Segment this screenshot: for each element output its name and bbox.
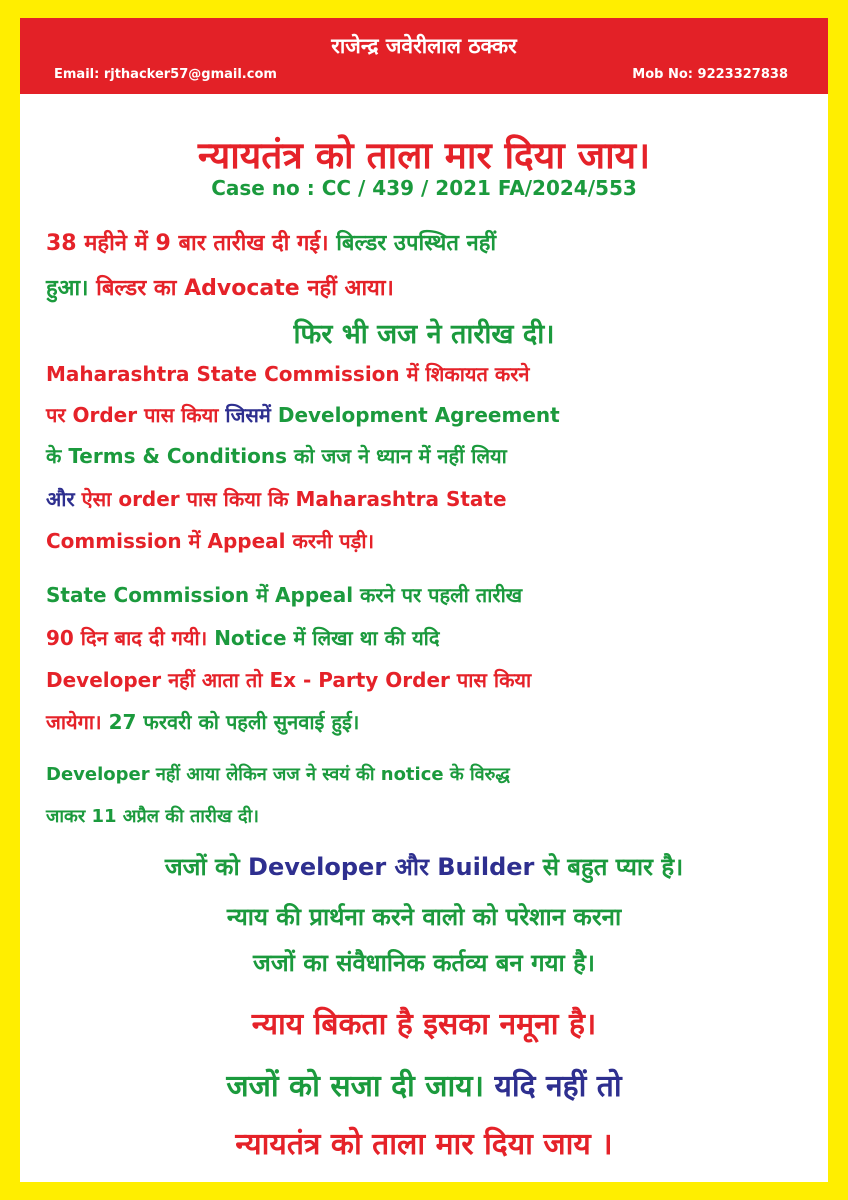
para3-line4-blue: और (46, 487, 75, 511)
author-name: राजेन्द्र जवेरीलाल ठक्कर (331, 34, 517, 58)
para6-line2: न्याय की प्रार्थना करने वालो को परेशान करना (226, 903, 622, 931)
author-mobile: Mob No: 9223327838 (632, 67, 788, 82)
para3-line2-red: पर Order पास किया (46, 403, 219, 427)
para7: न्याय बिकता है इसका नमूना है। (251, 1007, 597, 1042)
para4-line4 (46, 708, 359, 735)
para1-line2 (46, 272, 394, 302)
para1-line1-green: बिल्डर उपस्थित नहीं (328, 231, 497, 256)
para1-line1-red: 38 महीने में 9 बार तारीख दी गई। (46, 231, 329, 256)
para6-line1-a: जजों को (164, 853, 249, 881)
para5-line2: जाकर 11 अप्रैल की तारीख दी। (46, 806, 259, 827)
para5-line1: Developer नहीं आया लेकिन जज ने स्वयं की notice के विरुद्ध (46, 764, 510, 785)
para3-line4 (46, 485, 507, 512)
para3-line5: Commission में Appeal करनी पड़ी। (46, 529, 375, 553)
para6-line1-c: से बहुत प्यार है। (534, 853, 684, 881)
author-email: Email: rjthacker57@gmail.com (54, 67, 277, 82)
para2: फिर भी जज ने तारीख दी। (293, 319, 555, 350)
case-number: Case no : CC / 439 / 2021 FA/2024/553 (211, 176, 637, 200)
header-banner (20, 18, 828, 94)
para4-line3: Developer नहीं आता तो Ex - Party Order पास किया (46, 668, 532, 692)
para6-line1-b: Developer और Builder (248, 853, 535, 881)
para8-line2: न्यायतंत्र को ताला मार दिया जाय । (235, 1127, 613, 1162)
para3-line2-blue: जिसमें (218, 403, 271, 427)
para3-line4-red: ऐसा order पास किया कि Maharashtra State (74, 487, 507, 511)
poster (20, 18, 828, 1182)
para8-line1 (20, 1064, 828, 1105)
para8-line1-blue: यदि नहीं तो (484, 1069, 622, 1104)
para3-line2-green: Development Agreement (270, 403, 560, 427)
para4-line2-green: Notice में लिखा था की यदि (207, 626, 440, 650)
para1-line1 (46, 227, 496, 257)
para4-line1: State Commission में Appeal करने पर पहली तारीख (46, 583, 523, 607)
para4-line4-green: 27 फरवरी को पहली सुनवाई हुई। (101, 710, 360, 734)
para4-line2-red: 90 दिन बाद दी गयी। (46, 626, 208, 650)
para6-line3: जजों का संवैधानिक कर्तव्य बन गया है। (253, 949, 595, 977)
para3-line1: Maharashtra State Commission में शिकायत करने (46, 362, 530, 386)
para6-line1 (20, 850, 828, 883)
para1-line2-green: हुआ। (46, 276, 89, 301)
para4-line2 (46, 624, 439, 651)
poster-title: न्यायतंत्र को ताला मार दिया जाय। (197, 134, 651, 177)
para4-line4-red: जायेगा। (46, 710, 102, 734)
para3-line2 (46, 401, 560, 428)
para1-line2-red: बिल्डर का Advocate नहीं आया। (88, 276, 394, 301)
para8-line1-green: जजों को सजा दी जाय। (226, 1069, 485, 1104)
para3-line3: के Terms & Conditions को जज ने ध्यान में नहीं लिया (46, 444, 507, 468)
